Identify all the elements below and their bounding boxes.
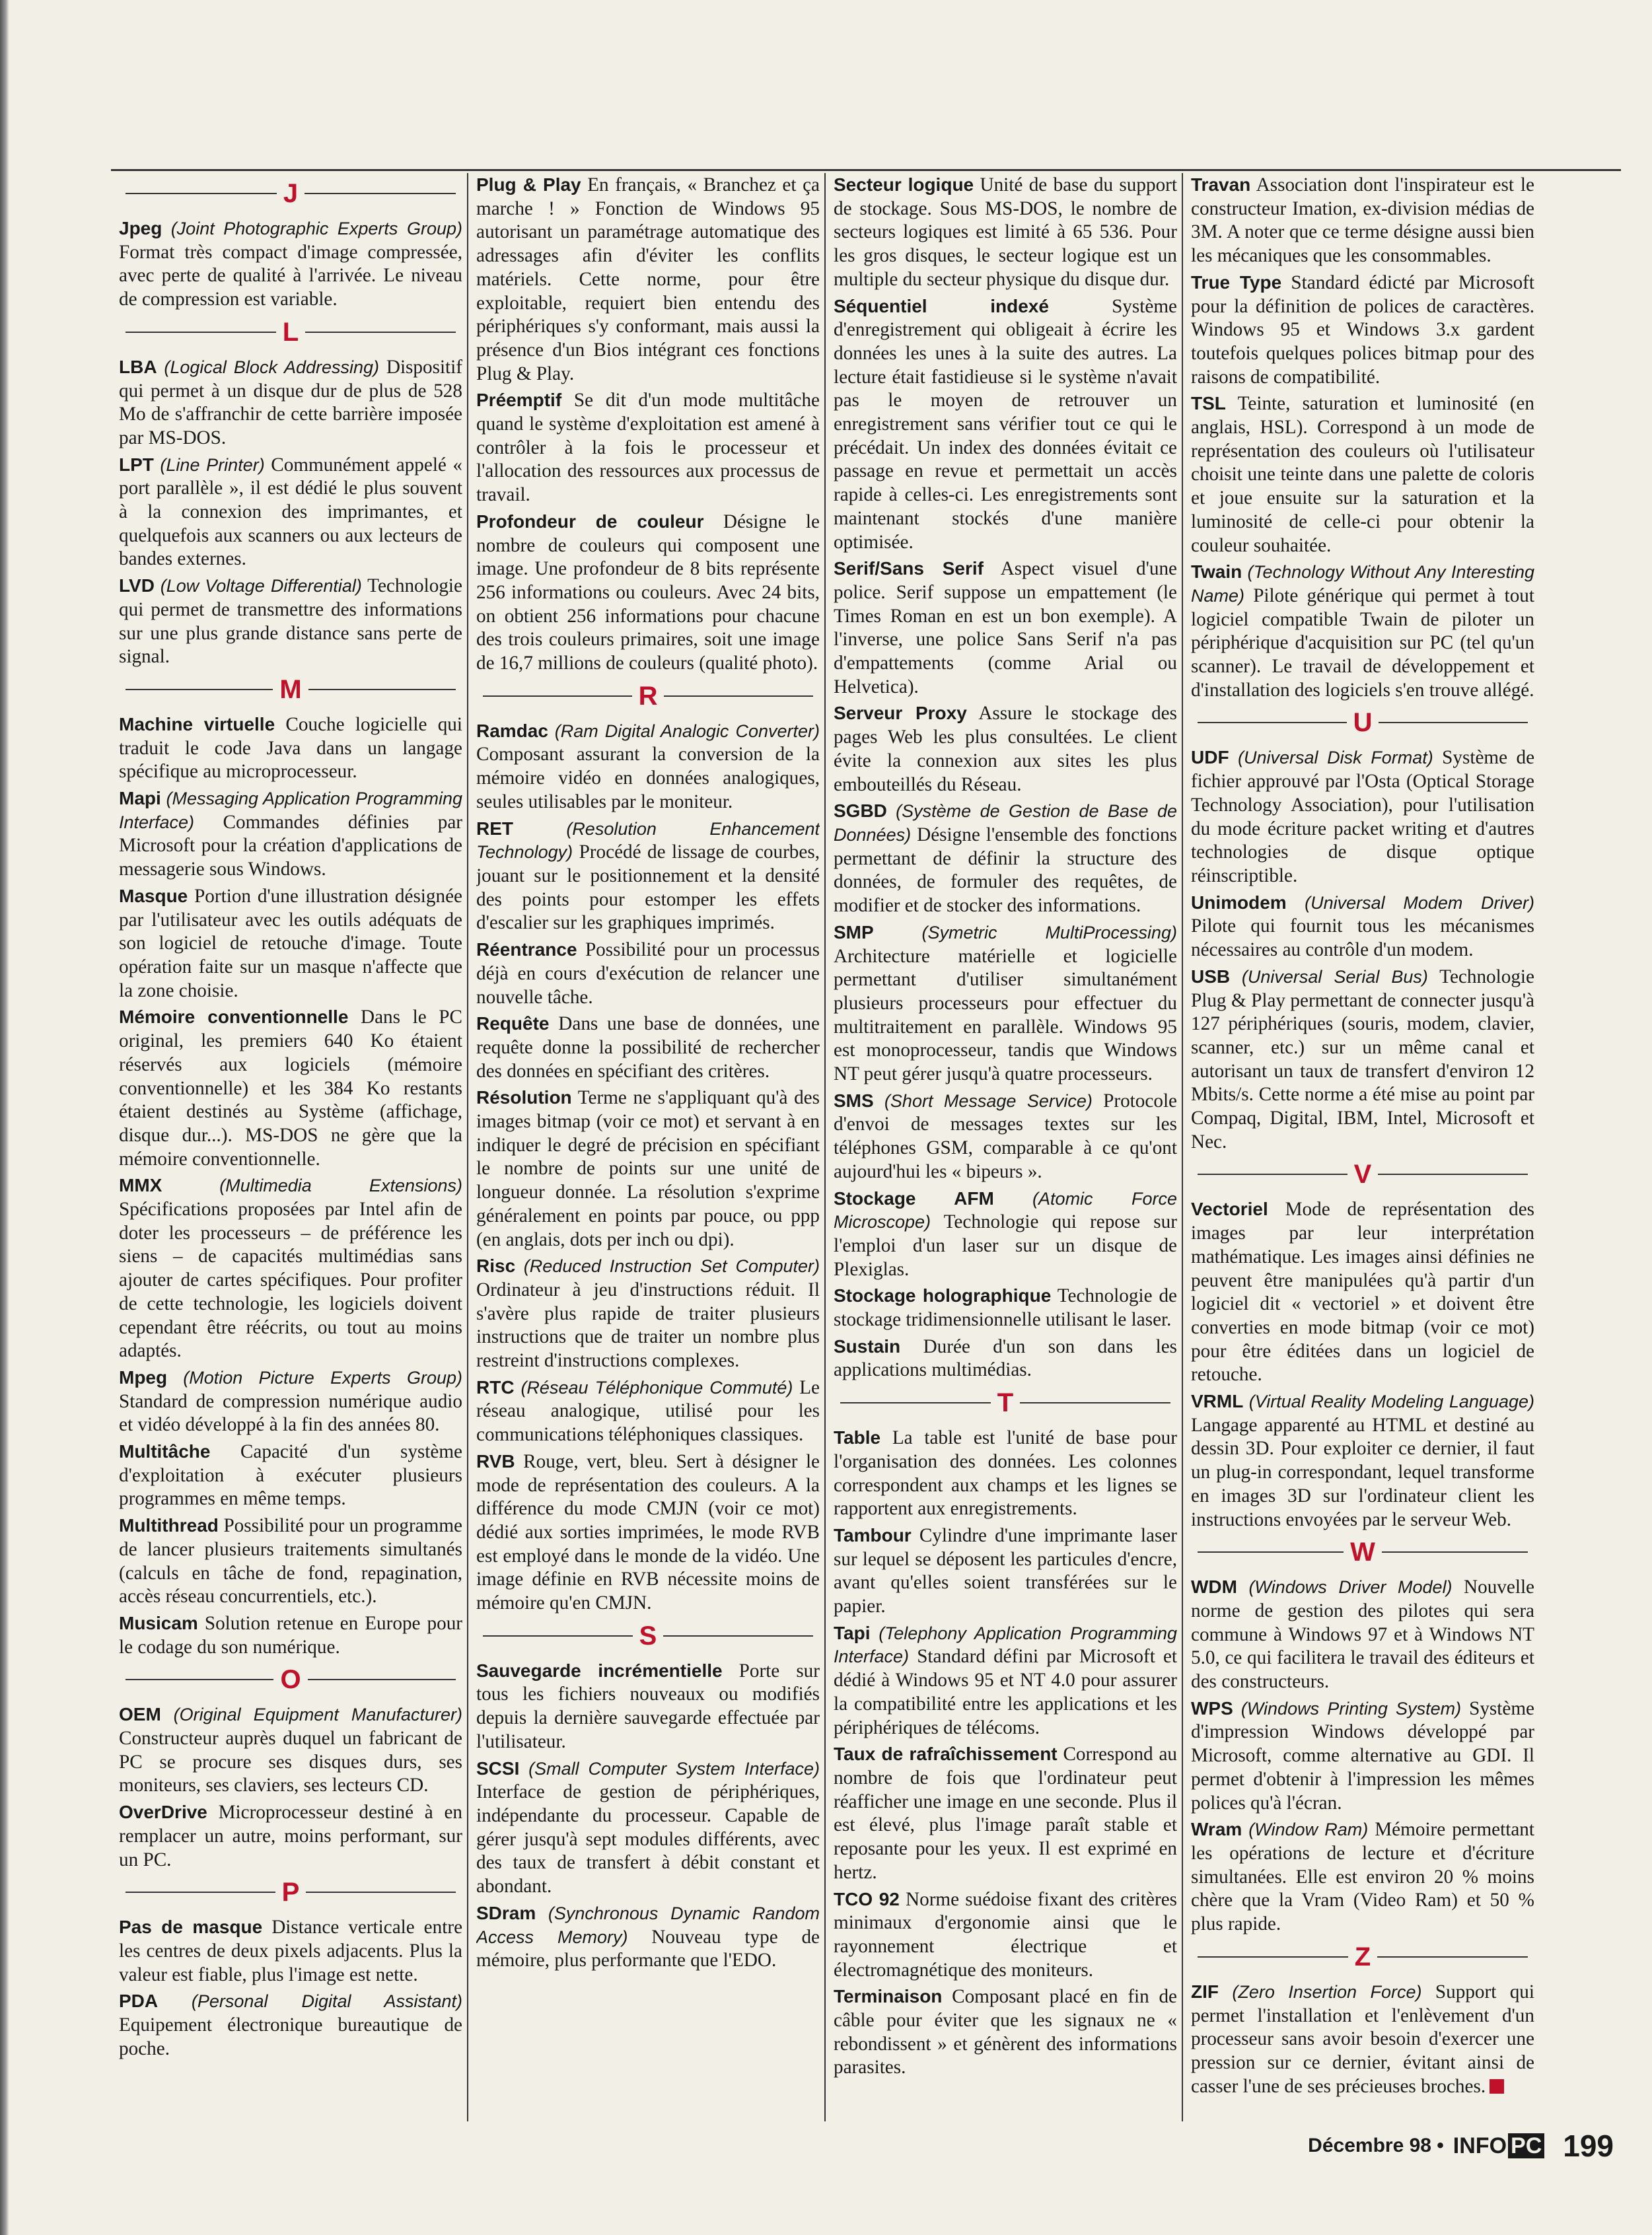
entry-term: Requête xyxy=(476,1013,550,1034)
glossary-entry xyxy=(834,1621,1177,1740)
entry-definition: Se dit d'un mode multitâche quand le système d'exploitation est amené à contrôler à la fois le processeur et l'allocation des ressources aux processus de travail. xyxy=(476,390,820,506)
entry-term: Wram xyxy=(1191,1819,1242,1840)
entry-definition: Norme suédoise fixant des critères minimaux d'ergonomie ainsi que le rayonnement électrique et électromagnétique des moniteurs. xyxy=(834,1888,1177,1981)
section-letter-header xyxy=(119,672,462,707)
section-letter: M xyxy=(279,674,302,704)
entry-term: LVD xyxy=(119,575,155,596)
section-letter: Z xyxy=(1354,1942,1371,1971)
entry-term: VRML xyxy=(1191,1391,1244,1412)
column-divider xyxy=(467,173,468,2121)
entry-definition: Système de fichier approuvé par l'Osta (Optical Storage Technology Association), pour l'utilisation du mode écriture packet writing et d'autres technologies de disque optique réinscriptible. xyxy=(1191,747,1534,886)
entry-term: Résolution xyxy=(476,1087,572,1108)
entry-expansion: (Système de Gestion de Base de Données) xyxy=(834,801,1177,845)
glossary-entry xyxy=(1191,1575,1534,1694)
entry-definition: Microprocesseur destiné à en remplacer un autre, moins performant, sur un PC. xyxy=(119,1802,462,1870)
entry-expansion: (Ram Digital Analogic Converter) xyxy=(554,721,820,741)
entry-term: USB xyxy=(1191,966,1231,987)
entry-term: Mapi xyxy=(119,788,161,809)
entry-definition: Dispositif qui permet à un disque dur de plus de 528 Mo de s'affranchir de cette barrière imposée par MS-DOS. xyxy=(119,356,462,448)
entry-definition: Langage apparenté au HTML et destiné au dessin 3D. Pour exploiter ce dernier, il faut un plug-in correspondant, lequel transforme en images 3D sur l'ordinateur client les instructions envoyées par le serveur Web. xyxy=(1191,1414,1534,1530)
entry-term: LPT xyxy=(119,454,154,475)
entry-term: SDram xyxy=(476,1902,536,1923)
entry-expansion: (Technology Without Any Interesting Name) xyxy=(1191,562,1534,606)
section-letter: S xyxy=(639,1621,657,1650)
glossary-entry xyxy=(834,295,1177,555)
glossary-entry xyxy=(119,884,462,1003)
entry-term: WDM xyxy=(1191,1577,1237,1598)
entry-definition: Composant assurant la conversion de la mémoire vidéo en données analogiques, seules utilisables par le moniteur. xyxy=(476,744,820,812)
entry-expansion: (Telephony Application Programming Interface) xyxy=(834,1623,1177,1667)
column-divider xyxy=(824,173,826,2121)
glossary-entry xyxy=(119,1915,462,1987)
entry-term: Masque xyxy=(119,885,188,906)
entry-term: SCSI xyxy=(476,1757,520,1779)
entry-term: Sauvegarde incrémentielle xyxy=(476,1660,723,1681)
glossary-entry xyxy=(1191,746,1534,888)
section-letter: O xyxy=(280,1665,301,1695)
entry-term: PDA xyxy=(119,1991,159,2012)
entry-term: RTC xyxy=(476,1376,515,1398)
entry-expansion: (Atomic Force Microscope) xyxy=(834,1188,1177,1232)
entry-definition: Capacité d'un système d'exploitation à exécuter plusieurs programmes en même temps. xyxy=(119,1441,462,1510)
entry-expansion: (Symetric MultiProcessing) xyxy=(921,922,1177,942)
glossary-entry xyxy=(834,1985,1177,2080)
entry-term: Séquentiel indexé xyxy=(834,295,1049,316)
entry-term: SMS xyxy=(834,1090,874,1111)
entry-term: Serif/Sans Serif xyxy=(834,558,984,579)
glossary-entry xyxy=(834,1187,1177,1282)
entry-expansion: (Logical Block Addressing) xyxy=(164,357,380,377)
entry-term: Secteur logique xyxy=(834,174,974,195)
entry-term: Pas de masque xyxy=(119,1917,263,1938)
entry-definition: Architecture matérielle et logicielle permettant d'utiliser simultanément plusieurs processeurs pour effectuer du multitraitement en parallèle. Windows 95 est monoprocesseur, tandis que Windows NT peut gérer jusqu'à quatre processeurs. xyxy=(834,945,1177,1085)
entry-definition: Composant placé en fin de câble pour éviter que les signaux ne « rebondissent » et génèrent des informations parasites. xyxy=(834,1986,1177,2078)
entry-term: Terminaison xyxy=(834,1986,943,2007)
entry-expansion: (Reduced Instruction Set Computer) xyxy=(523,1256,820,1277)
entry-definition: En français, « Branchez et ça marche ! » Fonction de Windows 95 autorisant un paramétrage automatique des adressages afin d'éviter les conflits matériels. Cette norme, pour être exploitable, requiert bien entendu des périphériques s'y conformant, mais aussi la présence d'un Bios intégrant ces fonctions Plug & Play. xyxy=(476,174,820,384)
glossary-column-2 xyxy=(476,173,820,2118)
entry-definition: Durée d'un son dans les applications multimédias. xyxy=(834,1335,1177,1381)
glossary-entry xyxy=(476,1012,820,1083)
entry-definition: Assure le stockage des pages Web les plus consultées. Le client évite la connexion aux sites les plus embouteillés du Réseau. xyxy=(834,703,1177,795)
glossary-entry xyxy=(119,574,462,669)
entry-term: RVB xyxy=(476,1450,515,1472)
end-of-article-mark xyxy=(1490,2079,1504,2094)
entry-expansion: (Small Computer System Interface) xyxy=(528,1758,820,1779)
entry-definition: Possibilité pour un programme de lancer plusieurs traitements simultanés (calculs en tâche de fond, repagination, accès réseau concurrentiels, etc.). xyxy=(119,1515,462,1608)
entry-definition: Distance verticale entre les centres de deux pixels adjacents. Plus la valeur est fiable, plus l'image est nette. xyxy=(119,1917,462,1985)
glossary-entry xyxy=(834,173,1177,292)
entry-expansion: (Universal Serial Bus) xyxy=(1241,966,1428,987)
entry-term: Serveur Proxy xyxy=(834,703,967,724)
glossary-entry xyxy=(834,1524,1177,1619)
entry-expansion: (Joint Photographic Experts Group) xyxy=(170,219,462,238)
entry-term: Machine virtuelle xyxy=(119,713,275,734)
entry-term: TCO 92 xyxy=(834,1888,900,1909)
magazine-logo: INFO PC xyxy=(1453,2133,1544,2159)
entry-expansion: (Motion Picture Experts Group) xyxy=(183,1367,462,1388)
glossary-entry xyxy=(119,1174,462,1363)
glossary-entry xyxy=(119,453,462,572)
section-letter: R xyxy=(638,681,658,711)
entry-definition: Technologie qui repose sur l'emploi d'un laser sur un disque de Plexiglas. xyxy=(834,1211,1177,1280)
entry-definition: Désigne l'ensemble des fonctions permettant de définir la structure des données, de formuler des requêtes, de modifier et de stocker des informations. xyxy=(834,824,1177,917)
entry-definition: Système d'impression Windows développé par Microsoft, comme alternative au GDI. Il permet d'obtenir à l'impression les mêmes polices qu'à l'écran. xyxy=(1191,1697,1534,1814)
entry-term: ZIF xyxy=(1191,1981,1219,2002)
entry-definition: Ordinateur à jeu d'instructions réduit. Il s'avère plus rapide de traiter plusieurs instructions que de traiter un nombre plus restreint d'instructions complexes. xyxy=(476,1279,820,1372)
page-number: 199 xyxy=(1563,2129,1614,2163)
entry-term: Risc xyxy=(476,1256,516,1277)
entry-term: TSL xyxy=(1191,393,1226,414)
entry-term: Multitâche xyxy=(119,1441,211,1462)
entry-term: SGBD xyxy=(834,800,887,822)
glossary-entry xyxy=(1191,392,1534,557)
entry-term: MMX xyxy=(119,1175,162,1196)
glossary-entry xyxy=(119,1989,462,2061)
glossary-entry xyxy=(834,1284,1177,1331)
entry-definition: Constructeur auprès duquel un fabricant de PC se procure ses disques durs, ses moniteurs, ses claviers, ses lecteurs CD. xyxy=(119,1728,462,1796)
entry-expansion: (Universal Modem Driver) xyxy=(1305,892,1534,913)
entry-definition: Pilote générique qui permet à tout logiciel compatible Twain de piloter un périphérique d'acquisition sur PC (tel qu'un scanner). Le travail de développement et d'installation des logiciels s'en trouve allégé. xyxy=(1191,585,1534,701)
entry-definition: Standard de compression numérique audio et vidéo développé à la fin des années 80. xyxy=(119,1390,462,1436)
glossary-entry xyxy=(119,355,462,450)
section-letter-header xyxy=(119,1662,462,1697)
glossary-entry xyxy=(119,1703,462,1798)
entry-expansion: (Short Message Service) xyxy=(884,1090,1093,1111)
glossary-entry xyxy=(1191,173,1534,268)
entry-term: True Type xyxy=(1191,271,1282,293)
entry-term: Tapi xyxy=(834,1622,871,1643)
entry-expansion: (Multimedia Extensions) xyxy=(219,1176,462,1196)
section-letter: T xyxy=(997,1388,1014,1418)
section-letter-header xyxy=(1191,1939,1534,1975)
glossary-entry xyxy=(1191,1980,1534,2099)
glossary-entry xyxy=(834,1426,1177,1521)
entry-expansion: (Synchronous Dynamic Random Access Memory) xyxy=(476,1903,820,1947)
section-letter: W xyxy=(1350,1538,1375,1567)
section-letter-header xyxy=(1191,1534,1534,1570)
entry-definition: Association dont l'inspirateur est le constructeur Imation, ex-division médias de 3M. A noter que ce terme désigne aussi bien les mécaniques que les consommables. xyxy=(1191,174,1534,267)
section-letter-header xyxy=(834,1385,1177,1421)
glossary-entry xyxy=(119,217,462,312)
glossary-column-3 xyxy=(834,173,1177,2118)
entry-term: OverDrive xyxy=(119,1802,207,1823)
entry-definition: Nouveau type de mémoire, plus performante que l'EDO. xyxy=(476,1926,820,1971)
entry-definition: Interface de gestion de périphériques, indépendante du processeur. Capable de gérer jusqu'à sept modules différents, avec des taux de transfert à débit constant et abondant. xyxy=(476,1781,820,1898)
entry-definition: Aspect visuel d'une police. Serif suppose un empattement (le Times Roman en est un bon exemple). A l'inverse, une police Sans Serif n'a pas d'empattements (comme Arial ou Helvetica). xyxy=(834,558,1177,697)
section-letter-header xyxy=(1191,705,1534,740)
section-letter-header xyxy=(476,1618,820,1654)
entry-expansion: (Réseau Téléphonique Commuté) xyxy=(521,1377,793,1398)
glossary-entry xyxy=(476,1450,820,1615)
section-letter: J xyxy=(283,179,299,208)
glossary-entry xyxy=(119,1440,462,1511)
entry-definition: Cylindre d'une imprimante laser sur lequel se déposent les particules d'encre, avant qu'elles soient transférées sur le papier. xyxy=(834,1524,1177,1617)
entry-term: Multithread xyxy=(119,1515,219,1536)
entry-definition: Désigne le nombre de couleurs qui composent une image. Une profondeur de 8 bits représente 256 informations ou couleurs. Avec 24 bits, on obtient 256 informations pour chacune des trois couleurs primaires, soit une image de 16,7 millions de couleurs (qualité photo). xyxy=(476,511,820,674)
glossary-entry xyxy=(1191,1818,1534,1936)
entry-definition: Technologie qui permet de transmettre des informations sur une plus grande distance sans perte de signal. xyxy=(119,575,462,668)
entry-definition: Unité de base du support de stockage. Sous MS-DOS, le nombre de secteurs logiques est limité à 65 536. Pour les gros disques, le secteur logique est un multiple du secteur physique du disque dur. xyxy=(834,174,1177,290)
section-letter-header xyxy=(119,176,462,211)
entry-expansion: (Line Printer) xyxy=(160,454,265,475)
entry-term: Profondeur de couleur xyxy=(476,511,704,532)
glossary-entry xyxy=(834,921,1177,1086)
glossary-entry xyxy=(476,388,820,507)
glossary-entry xyxy=(476,817,820,936)
glossary-entry xyxy=(476,938,820,1009)
glossary-entry xyxy=(834,799,1177,918)
glossary-entry xyxy=(834,1089,1177,1184)
section-letter: U xyxy=(1353,708,1373,738)
glossary-entry xyxy=(476,1086,820,1252)
section-letter-header xyxy=(119,314,462,350)
entry-definition: Mémoire permettant les opérations de lecture et d'écriture simultanées. Elle est environ 20 % moins chère que la Vram (Video Ram) et 50 % plus rapide. xyxy=(1191,1819,1534,1935)
glossary-entry xyxy=(1191,1390,1534,1532)
glossary-entry xyxy=(834,1742,1177,1884)
entry-definition: Système d'enregistrement qui obligeait à écrire les données les unes à la suite des autres. La lecture était fastidieuse si le système n'avait pas le moyen de retrouver un enregistrement sans vérifier tout ce qui le précédait. Un index des données évitait ce passage en revue et permettait un accès rapide à celles-ci. Les enregistrements sont maintenant stockés d'une manière optimisée. xyxy=(834,295,1177,553)
entry-term: Stockage AFM xyxy=(834,1188,994,1209)
glossary-entry xyxy=(1191,560,1534,702)
entry-definition: Portion d'une illustration désignée par l'utilisateur avec les outils adéquats de son logiciel de retouche d'image. Toute opération faite sur un masque n'affecte que la zone choisie. xyxy=(119,885,462,1001)
entry-definition: Protocole d'envoi de messages textes sur les téléphones GSM, comparable à ce qu'ont aujourd'hui les « bipeurs ». xyxy=(834,1090,1177,1182)
column-divider xyxy=(1182,173,1183,2121)
entry-term: Vectoriel xyxy=(1191,1199,1268,1220)
glossary-entry xyxy=(476,510,820,676)
glossary-entry xyxy=(1191,891,1534,962)
entry-expansion: (Universal Disk Format) xyxy=(1237,748,1433,768)
entry-definition: Pilote qui fournit tous les mécanismes nécessaires au contrôle d'un modem. xyxy=(1191,915,1534,961)
entry-term: Musicam xyxy=(119,1612,198,1633)
glossary-entry xyxy=(1191,1697,1534,1816)
section-letter: V xyxy=(1353,1160,1372,1189)
entry-definition: Teinte, saturation et luminosité (en anglais, HSL). Correspond à un mode de représentation des couleurs où l'utilisateur choisit une teinte dans une palette de coloris et joue ensuite sur la saturation et la luminosité de celle-ci pour obtenir la couleur souhaitée. xyxy=(1191,393,1534,556)
entry-definition: Mode de représentation des images par leur interprétation mathématique. Les images ainsi définies ne peuvent être manipulées qu'à partir d'un logiciel dit « vectoriel » et doivent être converties en mode bitmap (voir ce mot) pour être éditées dans un logiciel de retouche. xyxy=(1191,1199,1534,1386)
glossary-column-1 xyxy=(119,173,462,2118)
entry-term: Préemptif xyxy=(476,390,562,411)
entry-expansion: (Zero Insertion Force) xyxy=(1232,1981,1422,2002)
entry-definition: Correspond au nombre de fois que l'ordinateur peut réafficher une image en une seconde. Plus il est élevé, plus l'image paraît stable et reposante pour les yeux. Il est exprimé en hertz. xyxy=(834,1744,1177,1883)
entry-definition: Support qui permet l'installation et l'enlèvement d'un processeur sans avoir besoin d'exercer une pression sur ce dernier, évitant ainsi de casser l'une de ses précieuses broches. xyxy=(1191,1981,1534,2097)
entry-definition: La table est l'unité de base pour l'organisation des données. Les colonnes correspondent aux champs et les lignes se rapportent aux enregistrements. xyxy=(834,1427,1177,1520)
glossary-entry xyxy=(476,1757,820,1899)
entry-term: Plug & Play xyxy=(476,174,581,195)
entry-term: Mpeg xyxy=(119,1366,168,1388)
entry-definition: Dans le PC original, les premiers 640 Ko étaient réservés aux logiciels (mémoire conventionnelle) et les 384 Ko restants étaient destinés au Système (affichage, disque dur...). MS-DOS ne gère que la mémoire conventionnelle. xyxy=(119,1007,462,1170)
glossary-entry xyxy=(476,1376,820,1447)
entry-term: Travan xyxy=(1191,174,1251,195)
issue-date: Décembre 98 • xyxy=(1308,2135,1444,2156)
glossary-entry xyxy=(119,1005,462,1171)
entry-term: Tambour xyxy=(834,1524,912,1545)
glossary-entry xyxy=(1191,965,1534,1154)
entry-definition: Procédé de lissage de courbes, jouant sur le positionnement et la densité des points pour estomper les effets d'escalier sur les graphiques imprimés. xyxy=(476,841,820,934)
glossary-entry xyxy=(1191,271,1534,390)
entry-definition: Standard défini par Microsoft et dédié à Windows 95 et NT 4.0 pour assurer la compatibilité entre les applications et les périphériques de télécoms. xyxy=(834,1646,1177,1738)
glossary-entry xyxy=(834,557,1177,699)
glossary-entry xyxy=(476,719,820,814)
entry-expansion: (Messaging Application Programming Interface) xyxy=(119,789,462,832)
entry-definition: Couche logicielle qui traduit le code Java dans un langage spécifique au microprocesseur. xyxy=(119,713,462,783)
entry-definition: Possibilité pour un processus déjà en cours d'exécution de relancer une nouvelle tâche. xyxy=(476,939,820,1008)
glossary-entry xyxy=(834,1335,1177,1382)
entry-expansion: (Window Ram) xyxy=(1248,1820,1369,1840)
entry-definition: Dans une base de données, une requête donne la possibilité de rechercher des données en spécifiant des critères. xyxy=(476,1013,820,1082)
glossary-entry xyxy=(119,713,462,784)
section-letter-header xyxy=(1191,1156,1534,1192)
entry-definition: Technologie de stockage tridimensionnelle utilisant le laser. xyxy=(834,1285,1177,1331)
entry-definition: Solution retenue en Europe pour le codage du son numérique. xyxy=(119,1612,462,1658)
entry-definition: Commandes définies par Microsoft pour la création d'applications de messagerie sous Windows. xyxy=(119,811,462,880)
entry-expansion: (Original Equipment Manufacturer) xyxy=(173,1705,462,1725)
glossary-entry xyxy=(834,701,1177,797)
glossary-entry xyxy=(119,1514,462,1609)
entry-term: OEM xyxy=(119,1704,161,1725)
glossary-entry xyxy=(119,1612,462,1659)
glossary-entry xyxy=(476,1254,820,1373)
entry-expansion: (Low Voltage Differential) xyxy=(160,576,362,596)
entry-definition: Format très compact d'image compressée, avec perte de qualité à l'arrivée. Le niveau de compression est variable. xyxy=(119,241,462,310)
glossary-entry xyxy=(119,787,462,882)
entry-term: Réentrance xyxy=(476,939,577,960)
entry-definition: Le réseau analogique, utilisé pour les communications téléphoniques classiques. xyxy=(476,1376,820,1446)
glossary-column-4 xyxy=(1191,173,1534,2118)
entry-term: Twain xyxy=(1191,561,1242,583)
entry-term: Mémoire conventionnelle xyxy=(119,1007,349,1028)
entry-term: WPS xyxy=(1191,1697,1233,1719)
entry-definition: Porte sur tous les fichiers nouveaux ou modifiés depuis la dernière sauvegarde effectuée par l'utilisateur. xyxy=(476,1660,820,1752)
entry-definition: Equipement électronique bureautique de poche. xyxy=(119,2014,462,2059)
entry-definition: Standard édicté par Microsoft pour la définition de polices de caractères. Windows 95 et Windows 3.x gardent toutefois quelques polices bitmap pour des raisons de compatibilité. xyxy=(1191,271,1534,388)
entry-definition: Spécifications proposées par Intel afin de doter les processeurs – de préférence les siens – de capacités multimédias sans ajouter de cartes spécifiques. Pour profiter de cette technologie, les logiciels doivent cependant être réécrits, ou tout au moins adaptés. xyxy=(119,1199,462,1362)
entry-expansion: (Personal Digital Assistant) xyxy=(191,1991,462,2012)
page-footer xyxy=(1308,2128,1614,2164)
section-letter-header xyxy=(476,678,820,714)
entry-term: LBA xyxy=(119,356,157,377)
entry-term: Unimodem xyxy=(1191,892,1287,913)
entry-definition: Rouge, vert, bleu. Sert à désigner le mode de représentation des couleurs. A la différence du mode CMJN (voir ce mot) dédié aux sorties imprimées, le mode RVB est employé dans le monde de la vidéo. Une image définie en RVB nécessite moins de mémoire qu'en CMJN. xyxy=(476,1450,820,1614)
page-spine-shadow xyxy=(0,0,9,2235)
entry-definition: Technologie Plug & Play permettant de connecter jusqu'à 127 périphériques (souris, modem, clavier, scanner, etc.) sur un même canal et autorisant un taux de transfert d'environ 12 Mbits/s. Cette norme a été mise au point par Compaq, Digital, IBM, Intel, Microsoft et Nec. xyxy=(1191,966,1534,1153)
entry-term: Sustain xyxy=(834,1335,901,1357)
entry-definition: Nouvelle norme de gestion des pilotes qui sera commune à Windows 97 et à Windows NT 5.0, ce qui facilitera le travail des éditeurs et des constructeurs. xyxy=(1191,1577,1534,1693)
glossary-entry xyxy=(834,1888,1177,1983)
section-letter-header xyxy=(119,1874,462,1910)
entry-expansion: (Windows Driver Model) xyxy=(1248,1577,1453,1598)
entry-term: Table xyxy=(834,1427,881,1448)
section-letter: P xyxy=(281,1878,300,1907)
glossary-entry xyxy=(119,1800,462,1872)
glossary-entry xyxy=(476,1901,820,1973)
section-letter: L xyxy=(282,317,299,347)
entry-term: SMP xyxy=(834,921,874,942)
glossary-entry xyxy=(1191,1197,1534,1387)
entry-term: Stockage holographique xyxy=(834,1285,1052,1306)
entry-definition: Communément appelé « port parallèle », il est dédié le plus souvent à la connexion des imprimantes, et quelquefois aux scanners ou aux lecteurs de bandes externes. xyxy=(119,454,462,570)
glossary-entry xyxy=(119,1366,462,1437)
glossary-entry xyxy=(476,173,820,386)
entry-term: Jpeg xyxy=(119,218,162,238)
entry-term: UDF xyxy=(1191,747,1229,768)
entry-expansion: (Windows Printing System) xyxy=(1240,1698,1462,1719)
entry-expansion: (Virtual Reality Modeling Language) xyxy=(1248,1392,1534,1412)
entry-definition: Terme ne s'appliquant qu'à des images bitmap (voir ce mot) et servant à en indiquer le degré de précision en spécifiant le nombre de points sur une unité de longueur donnée. La résolution s'exprime généralement en points par pouce, ou ppp (en anglais, dots per inch ou dpi). xyxy=(476,1087,820,1250)
entry-term: Ramdac xyxy=(476,720,548,741)
glossary-entry xyxy=(476,1659,820,1754)
entry-term: RET xyxy=(476,818,513,839)
entry-term: Taux de rafraîchissement xyxy=(834,1744,1058,1765)
entry-expansion: (Resolution Enhancement Technology) xyxy=(476,818,820,863)
